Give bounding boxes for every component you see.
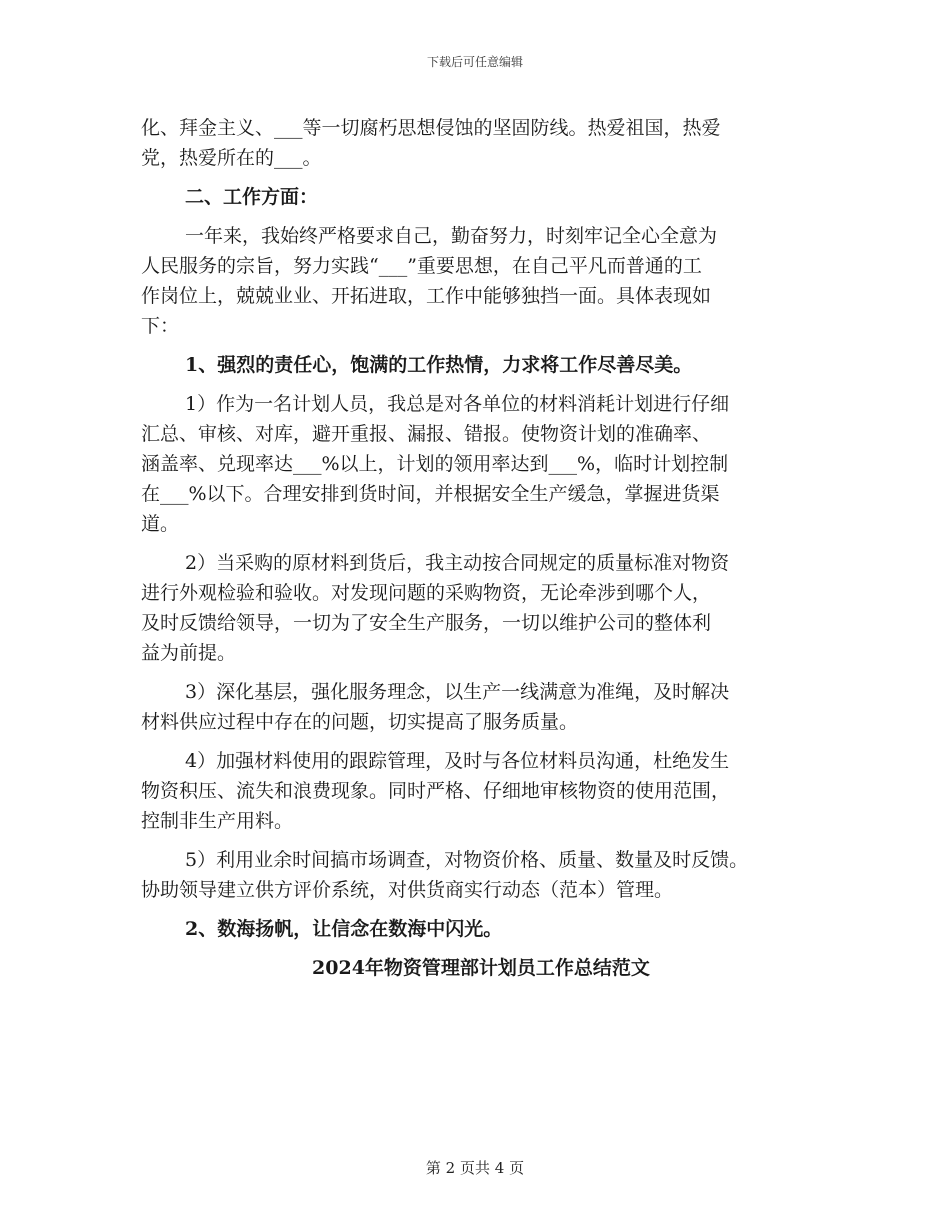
text-line: 人民服务的宗旨，努力实践“___”重要思想，在自己平凡而普通的工 — [141, 255, 702, 277]
text-line: 控制非生产用料。 — [141, 810, 294, 832]
text-line: 进行外观检验和验收。对发现问题的采购物资，无论牵涉到哪个人， — [141, 582, 712, 604]
section-heading — [141, 182, 821, 212]
paragraph — [141, 845, 821, 905]
document-title: 2024年物资管理部计划员工作总结范文 — [312, 957, 650, 979]
text-line: 3）深化基层，强化服务理念，以生产一线满意为准绳，及时解决 — [185, 681, 730, 703]
text-line: 及时反馈给领导，一切为了安全生产服务，一切以维护公司的整体利 — [141, 612, 712, 634]
paragraph — [141, 389, 821, 539]
text-line: 4）加强材料使用的跟踪管理，及时与各位材料员沟通，杜绝发生 — [185, 750, 730, 772]
page-number: 第 2 页共 4 页 — [425, 1159, 525, 1177]
document-body — [141, 113, 821, 983]
text-line: 涵盖率、兑现率达___%以上，计划的领用率达到___%，临时计划控制 — [141, 453, 729, 475]
text-line: 一年来，我始终严格要求自己，勤奋努力，时刻牢记全心全意为 — [185, 225, 718, 247]
text-line: 1）作为一名计划人员，我总是对各单位的材料消耗计划进行仔细 — [185, 393, 730, 415]
text-line: 2）当采购的原材料到货后，我主动按合同规定的质量标准对物资 — [185, 552, 730, 574]
text-line: 材料供应过程中存在的问题，切实提高了服务质量。 — [141, 711, 579, 733]
text-line: 1、强烈的责任心，饱满的工作热情，力求将工作尽善尽美。 — [185, 354, 693, 376]
text-line: 益为前提。 — [141, 642, 237, 664]
paragraph — [141, 113, 821, 173]
subheading — [141, 350, 821, 380]
paragraph — [141, 548, 821, 668]
text-line: 下： — [141, 315, 180, 337]
text-line: 协助领导建立供方评价系统，对供货商实行动态（范本）管理。 — [141, 879, 674, 901]
text-line: 作岗位上，兢兢业业、开拓进取，工作中能够独挡一面。具体表现如 — [141, 285, 712, 307]
text-line: 道。 — [141, 513, 180, 535]
text-line: 党，热爱所在的___。 — [141, 147, 322, 169]
text-line: 2、数海扬帆，让信念在数海中闪光。 — [185, 918, 503, 940]
header-note: 下载后可任意编辑 — [426, 55, 523, 69]
text-line: 在___%以下。合理安排到货时间，并根据安全生产缓急，掌握进货渠 — [141, 483, 720, 505]
subheading — [141, 914, 821, 944]
text-line: 物资积压、流失和浪费现象。同时严格、仔细地审核物资的使用范围， — [141, 780, 731, 802]
text-line: 汇总、审核、对库，避开重报、漏报、错报。使物资计划的准确率、 — [141, 423, 712, 445]
paragraph — [141, 221, 821, 341]
text-line: 5）利用业余时间搞市场调查，对物资价格、质量、数量及时反馈。 — [185, 849, 749, 871]
text-line: 二、工作方面： — [185, 186, 319, 208]
text-line: 化、拜金主义、___等一切腐朽思想侵蚀的坚固防线。热爱祖国，热爱 — [141, 117, 721, 139]
paragraph — [141, 677, 821, 737]
paragraph — [141, 746, 821, 836]
